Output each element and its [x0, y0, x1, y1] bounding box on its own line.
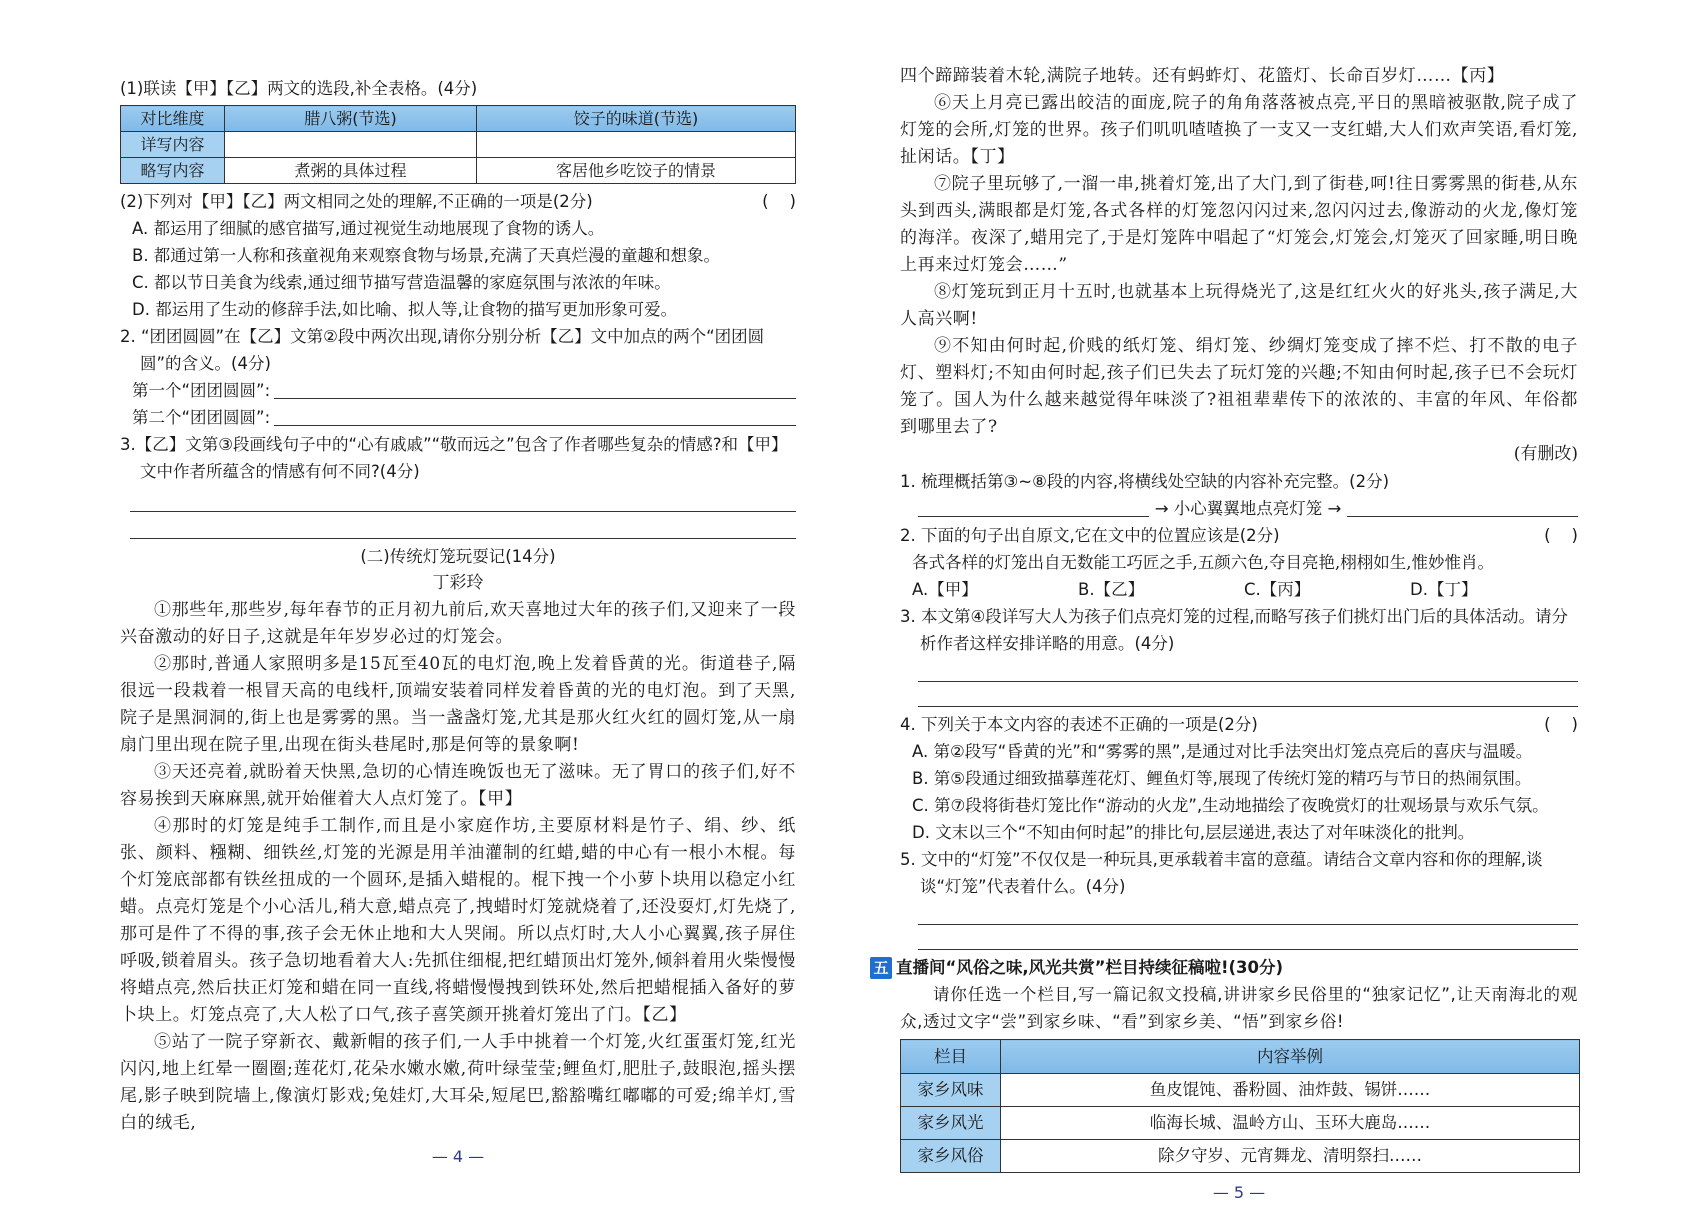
page-number: — 4 — [431, 1147, 485, 1166]
option-d: D. 都运用了生动的修辞手法,如比喻、拟人等,让食物的描写更加形象可爱。 [132, 300, 678, 319]
answer-label-first: 第一个“团团圆圆”: [132, 381, 271, 400]
answer-line[interactable] [130, 511, 796, 512]
question-1-2 [120, 188, 796, 323]
passage-right [900, 63, 1578, 468]
option-a: A. 都运用了细腻的感官描写,通过视觉生动地展现了食物的诱人。 [132, 219, 605, 238]
answer-cell[interactable] [477, 132, 796, 158]
flow-row [900, 495, 1578, 522]
section-badge: 五 [870, 957, 892, 979]
question-r1: 1. 梳理概括第③~⑧段的内容,将横线处空缺的内容补充完整。(2分) [900, 472, 1390, 491]
question-text: (2)下列对【甲】【乙】两文相同之处的理解,不正确的一项是(2分) [120, 192, 593, 211]
paragraph: ⑧灯笼玩到正月十五时,也就基本上玩得烧光了,这是红红火火的好兆头,孩子满足,大人高兴啊! [900, 282, 1578, 329]
option-b: B. 第⑤段通过细致描摹莲花灯、鲤鱼灯等,展现了传统灯笼的精巧与节日的热闹氛围。 [912, 769, 1532, 788]
answer-row-first [120, 377, 796, 404]
answer-line[interactable] [918, 681, 1578, 682]
table-cell: 客居他乡吃饺子的情景 [477, 158, 796, 184]
quoted-sentence: 各式各样的灯笼出自无数能工巧匠之手,五颜六色,夺目亮艳,栩栩如生,惟妙惟肖。 [912, 553, 1494, 572]
answer-line[interactable] [918, 924, 1578, 925]
section-title: (二)传统灯笼玩耍记(14分) [360, 547, 556, 566]
table-header: 饺子的味道(节选) [477, 106, 796, 132]
paragraph: ①那些年,那些岁,每年春节的正月初九前后,欢天喜地过大年的孩子们,又迎来了一段兴奋激动的好日子,这就是年年岁岁必过的灯笼会。 [120, 600, 796, 647]
paragraph: ⑤站了一院子穿新衣、戴新帽的孩子们,一人手中挑着一个灯笼,火红蛋蛋灯笼,红光闪闪,地上红晕一圈圈;莲花灯,花朵水嫩水嫩,荷叶绿莹莹;鲤鱼灯,肥肚子,鼓眼泡,摇头摆尾,影子映到院墙上,像演灯影戏;兔娃灯,大耳朵,短尾巴,豁豁嘴红嘟嘟的可爱;绵羊灯,雪白的绒毛, [120, 1032, 796, 1133]
answer-line[interactable] [918, 516, 1149, 517]
paragraph: ⑥天上月亮已露出皎洁的面庞,院子的角角落落被点亮,平日的黑暗被驱散,院子成了灯笼的会所,灯笼的世界。孩子们叽叽喳喳换了一支又一支红蜡,大人们欢声笑语,看灯笼,扯闲话。【丁】 [900, 93, 1578, 167]
paragraph: 四个蹄蹄装着木轮,满院子地转。还有蚂蚱灯、花篮灯、长命百岁灯……【丙】 [900, 66, 1505, 86]
answer-cell[interactable] [225, 132, 477, 158]
answer-line[interactable] [274, 425, 796, 426]
question-text: 2. 下面的句子出自原文,它在文中的位置应该是(2分) [900, 526, 1280, 545]
table-header: 腊八粥(节选) [225, 106, 477, 132]
right-page [873, 63, 1578, 1202]
flow-middle: → 小心翼翼地点亮灯笼 → [1154, 499, 1342, 518]
paragraph: ②那时,普通人家照明多是15瓦至40瓦的电灯泡,晚上发着昏黄的光。街道巷子,隔很远一段栽着一根冒天高的电线杆,顶端安装着同样发着昏黄的光的电灯泡。到了天黑,院子是黑洞洞的,街上也是雾雾的黑。当一盏盏灯笼,尤其是那火红火红的圆灯笼,从一扇扇门里出现在院子里,出现在街头巷尾时,那是何等的景象啊! [120, 654, 796, 755]
left-page [120, 63, 796, 1166]
table-cell: 煮粥的具体过程 [225, 158, 477, 184]
answer-row-second [120, 404, 796, 431]
option-b: B. 都通过第一人称和孩童视角来观察食物与场景,充满了天真烂漫的童趣和想象。 [132, 246, 721, 265]
answer-line[interactable] [1347, 516, 1578, 517]
option-a: A.【甲】 [912, 580, 978, 599]
option-c: C. 第⑦段将街巷灯笼比作“游动的火龙”,生动地描绘了夜晚赏灯的壮观场景与欢乐气氛。 [912, 796, 1549, 815]
options-row [900, 576, 1578, 603]
author: 丁彩玲 [432, 573, 484, 593]
answer-line[interactable] [918, 949, 1578, 950]
row-label: 详写内容 [121, 132, 225, 158]
column-table [900, 1039, 1580, 1173]
row-label: 略写内容 [121, 158, 225, 184]
q1-intro: (1)联读【甲】【乙】两文的选段,补全表格。(4分) [120, 79, 478, 98]
source-note: (有删改) [1513, 444, 1578, 464]
option-d: D. 文末以三个“不知由何时起”的排比句,层层递进,表达了对年味淡化的批判。 [912, 823, 1475, 842]
answer-line[interactable] [274, 398, 796, 399]
answer-paren[interactable]: ( ) [1544, 526, 1578, 545]
option-d: D.【丁】 [1410, 580, 1478, 599]
answer-paren[interactable]: ( ) [1544, 715, 1578, 734]
comparison-table [120, 105, 796, 184]
option-c: C. 都以节日美食为线索,通过细节描写营造温馨的家庭氛围与浓浓的年味。 [132, 273, 671, 292]
question-r2 [900, 522, 1578, 603]
answer-paren[interactable]: ( ) [762, 192, 796, 211]
row-label: 家乡风味 [901, 1074, 1001, 1107]
paragraph: ⑨不知由何时起,价贱的纸灯笼、绢灯笼、纱绸灯笼变成了摔不烂、打不散的电子灯、塑料灯;不知由何时起,孩子们已失去了玩灯笼的兴趣;不知由何时起,孩子已不会玩灯笼了。国人为什么越来越觉得年味淡了?祖祖辈辈传下的浓浓的、丰富的年风、年俗都到哪里去了? [900, 336, 1578, 437]
option-b: B.【乙】 [1078, 580, 1145, 599]
section-5-title: 直播间“风俗之味,风光共赏”栏目持续征稿啦!(30分) [896, 958, 1284, 977]
row-label: 家乡风俗 [901, 1140, 1001, 1173]
table-header: 内容举例 [1001, 1040, 1580, 1074]
question-r4 [900, 711, 1578, 846]
answer-line[interactable] [130, 538, 796, 539]
table-header: 对比维度 [121, 106, 225, 132]
question-3: 3.【乙】文第③段画线句子中的“心有戚戚”“敬而远之”包含了作者哪些复杂的情感?和【甲】文中作者所蕴含的情感有何不同?(4分) [120, 435, 788, 481]
answer-label-second: 第二个“团团圆圆”: [132, 408, 271, 427]
question-text: 4. 下列关于本文内容的表述不正确的一项是(2分) [900, 715, 1258, 734]
answer-line[interactable] [918, 706, 1578, 707]
page-number: — 5 — [1212, 1183, 1266, 1202]
question-r3: 3. 本文第④段详写大人为孩子们点亮灯笼的过程,而略写孩子们挑灯出门后的具体活动。请分析作者这样安排详略的用意。(4分) [900, 607, 1569, 653]
paragraph: ⑦院子里玩够了,一溜一串,挑着灯笼,出了大门,到了街巷,呵!往日雾雾黑的街巷,从东头到西头,满眼都是灯笼,各式各样的灯笼忽闪闪过来,忽闪闪过去,像游动的火龙,像灯笼的海洋。夜深了,蜡用完了,于是灯笼阵中唱起了“灯笼会,灯笼会,灯笼灭了回家睡,明日晚上再来过灯笼会……” [900, 174, 1578, 275]
table-header: 栏目 [901, 1040, 1001, 1074]
paragraph: ③天还亮着,就盼着天快黑,急切的心情连晚饭也无了滋味。无了胃口的孩子们,好不容易挨到天麻麻黑,就开始催着大人点灯笼了。【甲】 [120, 762, 796, 809]
table-cell: 除夕守岁、元宵舞龙、清明祭扫…… [1001, 1140, 1580, 1173]
paragraph: ④那时的灯笼是纯手工制作,而且是小家庭作坊,主要原材料是竹子、绢、纱、纸张、颜料、糨糊、细铁丝,灯笼的光源是用羊油灌制的红蜡,蜡的中心有一根小木棍。每个灯笼底部都有铁丝扭成的一个圆环,是插入蜡棍的。棍下拽一个小萝卜块用以稳定小红蜡。点亮灯笼是个小心活儿,稍大意,蜡点亮了,拽蜡时灯笼就烧着了,还没耍灯,灯先烧了,那可是件了不得的事,孩子会无休止地和大人哭闹。所以点灯时,大人小心翼翼,孩子屏住呼吸,锁着眉头。孩子急切地看着大人:先抓住细棍,把红蜡顶出灯笼外,倾斜着用火柴慢慢将蜡点亮,然后扶正灯笼和蜡在同一直线,将蜡慢慢拽到铁环处,然后把蜡棍插入备好的萝卜块上。灯笼点亮了,大人松了口气,孩子喜笑颜开挑着灯笼出了门。【乙】 [120, 816, 796, 1025]
option-c: C.【丙】 [1244, 580, 1311, 599]
passage-left [120, 597, 796, 1137]
table-cell: 临海长城、温岭方山、玉环大鹿岛…… [1001, 1107, 1580, 1140]
section-5-prompt: 请你任选一个栏目,写一篇记叙文投稿,讲讲家乡民俗里的“独家记忆”,让天南海北的观众,透过文字“尝”到家乡味、“看”到家乡美、“悟”到家乡俗! [900, 985, 1578, 1031]
row-label: 家乡风光 [901, 1107, 1001, 1140]
question-r5: 5. 文中的“灯笼”不仅仅是一种玩具,更承载着丰富的意蕴。请结合文章内容和你的理解,谈谈“灯笼”代表着什么。(4分) [900, 850, 1543, 896]
table-cell: 鱼皮馄饨、番粉圆、油炸鼓、锡饼…… [1001, 1074, 1580, 1107]
question-2: 2. “团团圆圆”在【乙】文第②段中两次出现,请你分别分析【乙】文中加点的两个“团团圆圆”的含义。(4分) [120, 327, 765, 373]
option-a: A. 第②段写“昏黄的光”和“雾雾的黑”,是通过对比手法突出灯笼点亮后的喜庆与温暖。 [912, 742, 1533, 761]
section-5-heading [870, 954, 1578, 981]
